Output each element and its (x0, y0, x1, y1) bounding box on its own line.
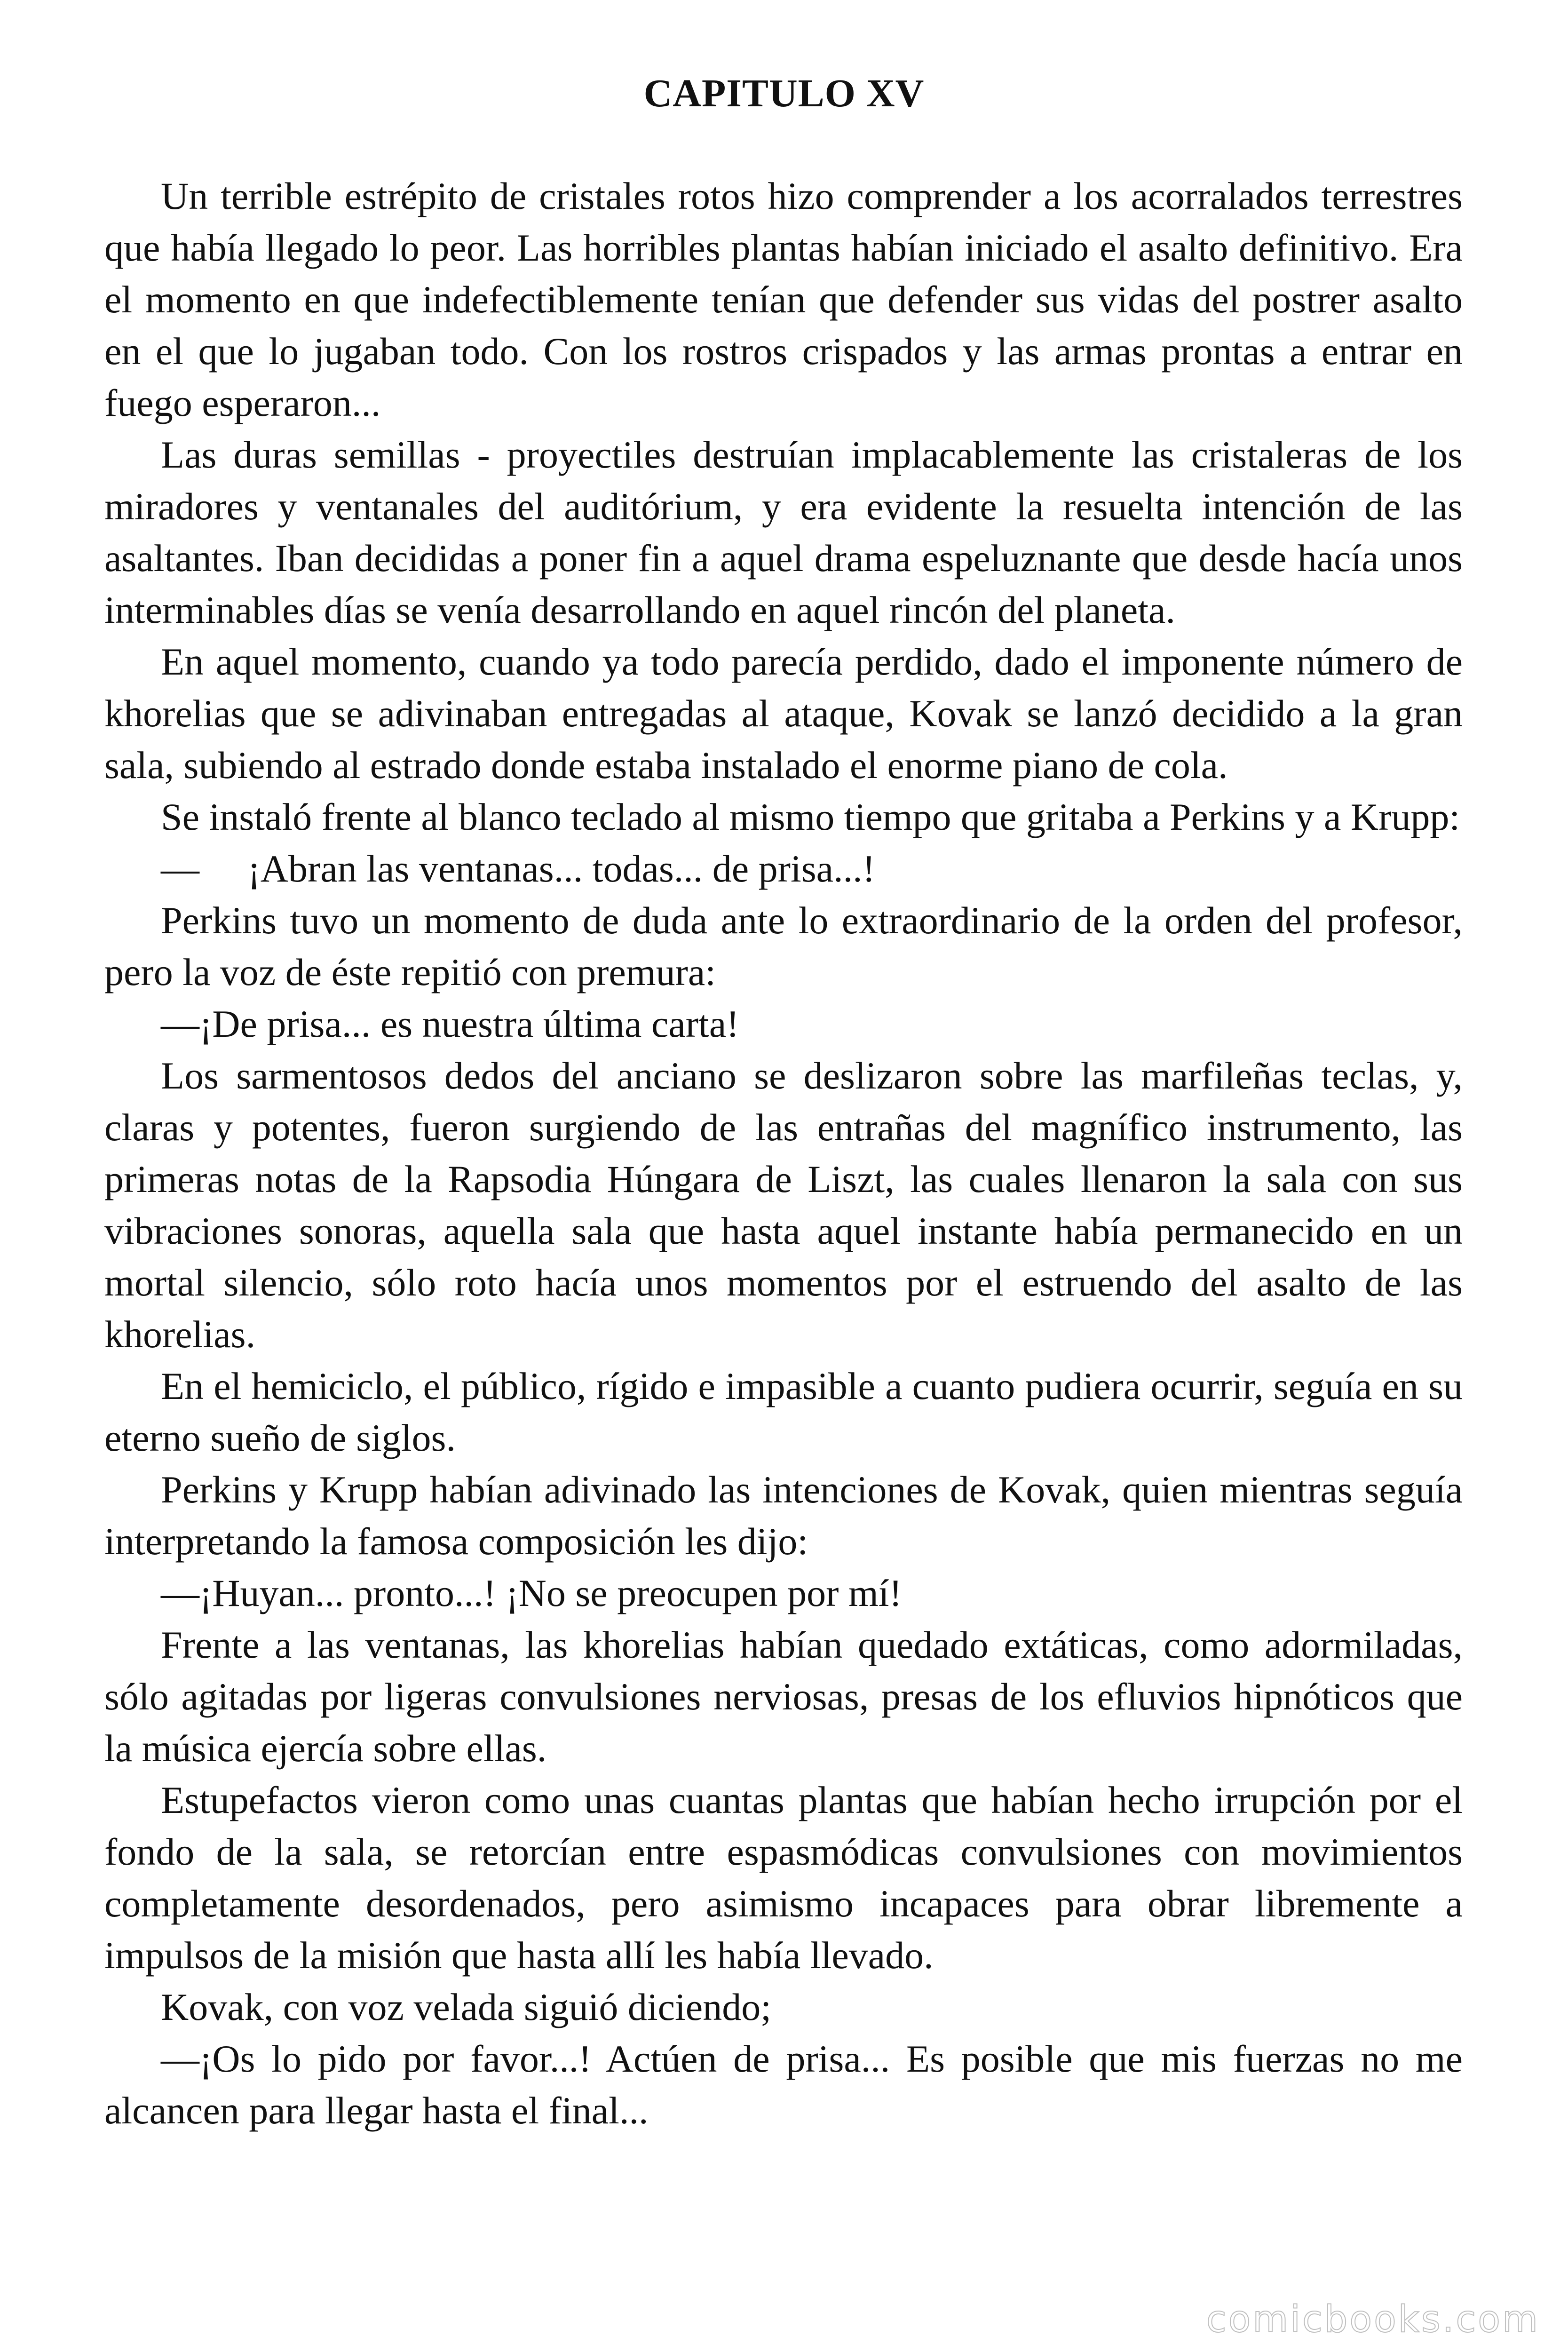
paragraph: Los sarmentosos dedos del anciano se deslizaron sobre las marfileñas teclas, y, claras y potentes, fueron surgiendo de las entrañas del magnífico instrumento, las primeras notas de la Rapsodia Húngara de Liszt, las cuales llenaron la sala con sus vibraciones sonoras, aquella sala que hasta aquel instante había permanecido en un mortal silencio, sólo roto hacía unos momentos por el estruendo del asalto de las khorelias. (104, 1054, 1463, 1356)
paragraph: Estupefactos vieron como unas cuantas plantas que habían hecho irrupción por el fondo de la sala, se retorcían entre espasmódicas convulsiones con movimientos completamente desordenados, pero asimismo incapaces para obrar libremente a impulsos de la misión que hasta allí les había llevado. (104, 1779, 1463, 1977)
watermark: comicbooks.com (1206, 2298, 1540, 2341)
dialogue-line: — ¡Abran las ventanas... todas... de prisa...! (161, 847, 875, 890)
paragraph: En aquel momento, cuando ya todo parecía perdido, dado el imponente número de khorelias que se adivinaban entregadas al ataque, Kovak se lanzó decidido a la gran sala, subiendo al estrado donde estaba instalado el enorme piano de cola. (104, 640, 1463, 787)
paragraph: Perkins tuvo un momento de duda ante lo extraordinario de la orden del profesor, pero la voz de éste repitió con premura: (104, 899, 1463, 993)
paragraph: Frente a las ventanas, las khorelias habían quedado extáticas, como adormiladas, sólo agitadas por ligeras convulsiones nerviosas, presas de los efluvios hipnóticos que la música ejercía sobre ellas. (104, 1623, 1463, 1770)
paragraph: En el hemiciclo, el público, rígido e impasible a cuanto pudiera ocurrir, seguía en su eterno sueño de siglos. (104, 1365, 1463, 1459)
dialogue-line: —¡Os lo pido por favor...! Actúen de prisa... Es posible que mis fuerzas no me alcancen para llegar hasta el final... (104, 2037, 1463, 2132)
paragraph: Las duras semillas - proyectiles destruían implacablemente las cristaleras de los miradores y ventanales del auditórium, y era evidente la resuelta intención de las asaltantes. Iban decididas a poner fin a aquel drama espeluznante que desde hacía unos interminables días se venía desarrollando en aquel rincón del planeta. (104, 433, 1463, 631)
paragraph: Se instaló frente al blanco teclado al mismo tiempo que gritaba a Perkins y a Krupp: (161, 795, 1460, 838)
paragraph: Un terrible estrépito de cristales rotos hizo comprender a los acorralados terrestres que había llegado lo peor. Las horribles plantas habían iniciado el asalto definitivo. Era el momento en que indefectiblemente tenían que defender sus vidas del postrer asalto en el que lo jugaban todo. Con los rostros crispados y las armas prontas a entrar en fuego esperaron... (104, 175, 1463, 424)
dialogue-line: —¡De prisa... es nuestra última carta! (161, 1002, 739, 1045)
chapter-body (104, 170, 1463, 2137)
chapter-title: CAPITULO XV (643, 72, 925, 115)
dialogue-line: —¡Huyan... pronto...! ¡No se preocupen por mí! (161, 1572, 902, 1614)
paragraph: Kovak, con voz velada siguió diciendo; (161, 1986, 771, 2028)
paragraph: Perkins y Krupp habían adivinado las intenciones de Kovak, quien mientras seguía interpretando la famosa composición les dijo: (104, 1468, 1463, 1563)
